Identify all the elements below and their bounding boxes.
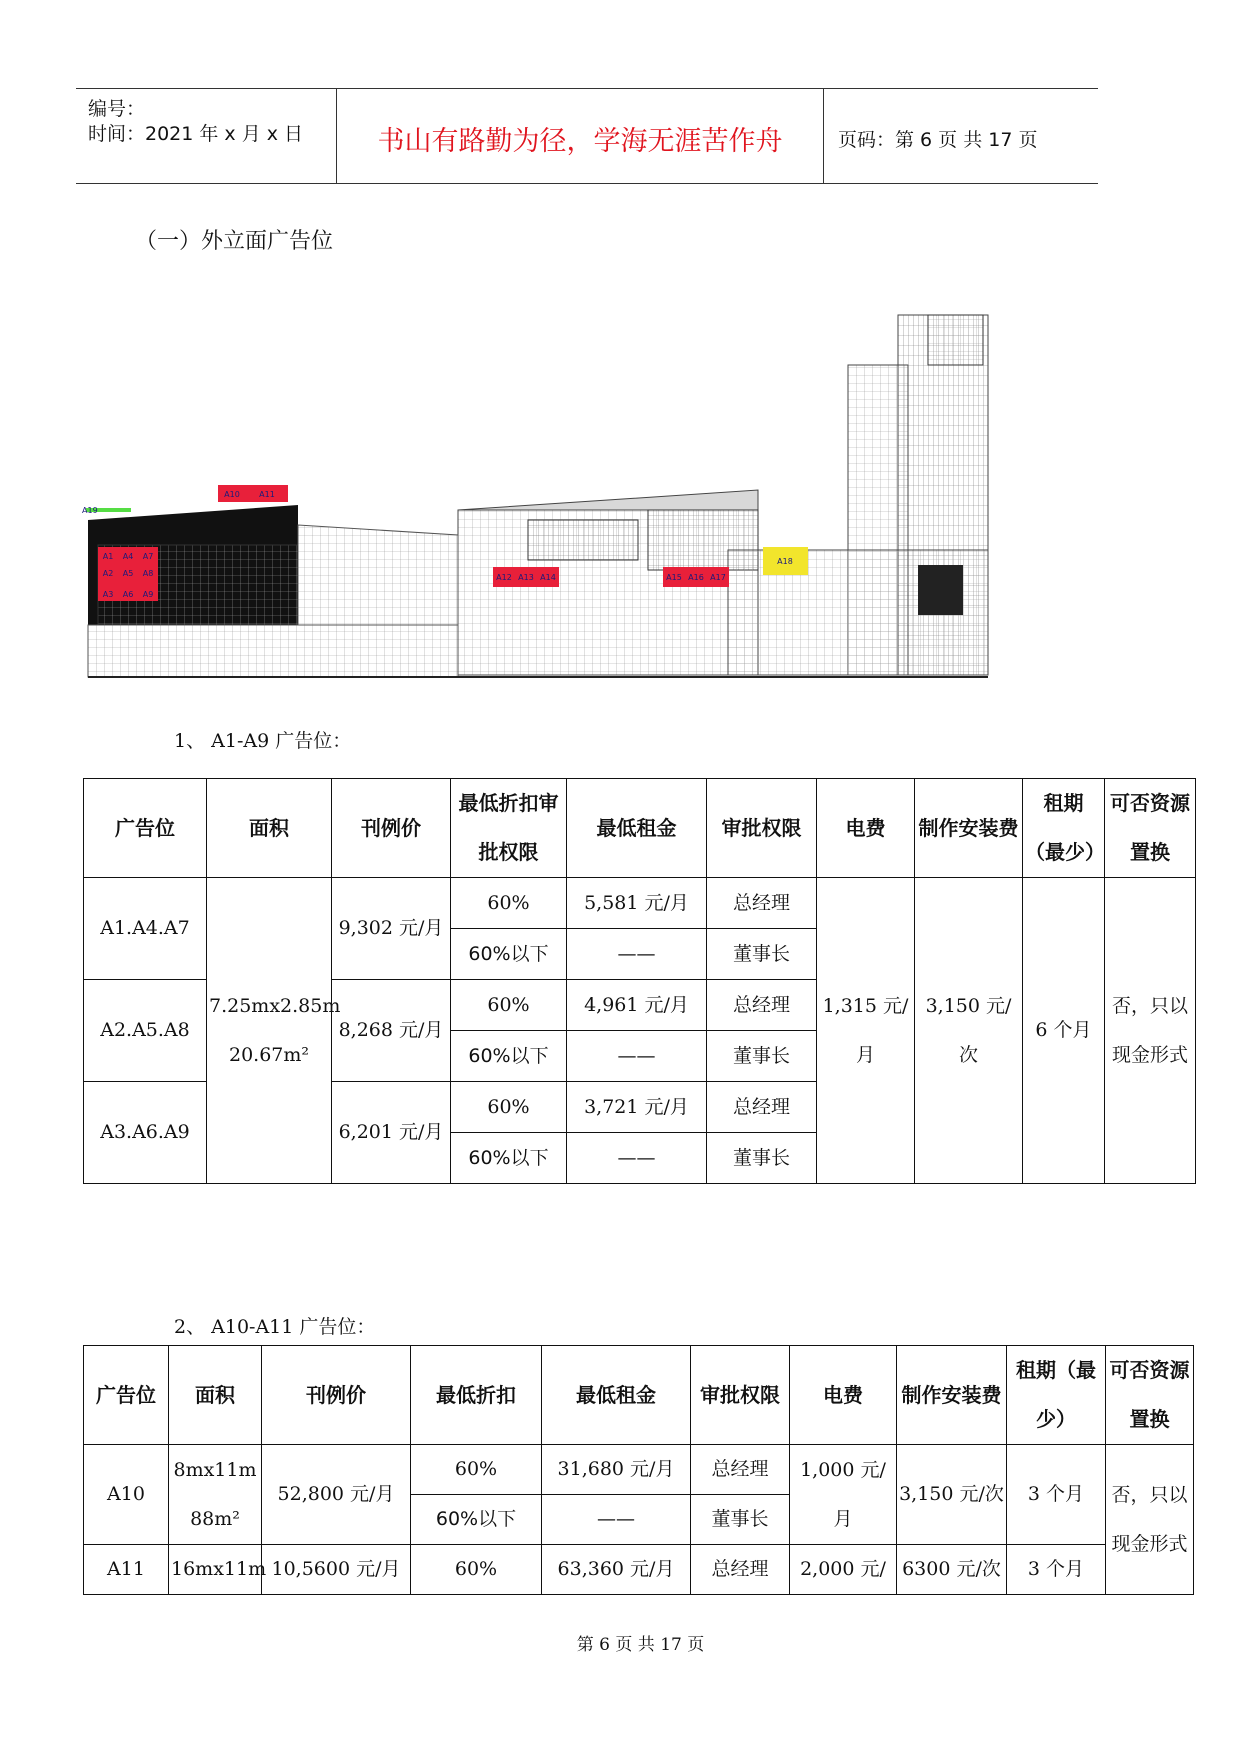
ad-label-a14: A14 <box>540 573 556 582</box>
table1-header: 面积 <box>207 779 332 878</box>
spot-area: 16mx11m <box>169 1545 262 1595</box>
spot-name: A10 <box>84 1445 169 1545</box>
list-price: 6,201 元/月 <box>332 1082 451 1184</box>
area-dimensions: 7.25mx2.85m <box>209 994 341 1017</box>
approval: 总经理 <box>707 878 817 929</box>
min-rent: —— <box>567 1133 707 1184</box>
approval: 董事长 <box>707 1031 817 1082</box>
min-rent: —— <box>542 1495 691 1545</box>
ad-label-a5: A5 <box>122 569 134 578</box>
discount: 60%以下 <box>411 1495 542 1545</box>
table2-header: 广告位 <box>84 1346 169 1445</box>
table-a1-a9 <box>83 778 1196 1184</box>
ad-label-a18: A18 <box>777 557 793 566</box>
electric-fee: 1,315 元/月 <box>817 878 915 1184</box>
electric-fee: 2,000 元/ <box>790 1545 897 1595</box>
header-left-cell <box>76 89 337 183</box>
spot-name: A11 <box>84 1545 169 1595</box>
spot-area <box>169 1445 262 1545</box>
approval: 总经理 <box>707 1082 817 1133</box>
table2-header: 可否资源置换 <box>1106 1346 1194 1445</box>
table2-header: 审批权限 <box>691 1346 790 1445</box>
table2-header: 最低折扣 <box>411 1346 542 1445</box>
approval: 董事长 <box>707 1133 817 1184</box>
section-title: （一）外立面广告位 <box>135 229 334 254</box>
lease-term: 6 个月 <box>1023 878 1105 1184</box>
ad-label-a12: A12 <box>496 573 512 582</box>
ad-label-a15: A15 <box>666 573 682 582</box>
ad-label-a11: A11 <box>259 490 275 499</box>
discount: 60%以下 <box>451 1031 567 1082</box>
min-rent: 63,360 元/月 <box>542 1545 691 1595</box>
ad-label-a16: A16 <box>688 573 704 582</box>
approval: 总经理 <box>691 1445 790 1495</box>
table2-header: 租期（最少） <box>1007 1346 1106 1445</box>
discount: 60%以下 <box>451 929 567 980</box>
min-rent: 4,961 元/月 <box>567 980 707 1031</box>
table2-header: 最低租金 <box>542 1346 691 1445</box>
table1-header: 制作安装费 <box>915 779 1023 878</box>
discount: 60% <box>451 1082 567 1133</box>
min-rent: 3,721 元/月 <box>567 1082 707 1133</box>
discount: 60% <box>451 980 567 1031</box>
table2-header-row <box>84 1346 1194 1445</box>
list-price: 8,268 元/月 <box>332 980 451 1082</box>
install-fee: 6300 元/次 <box>897 1545 1007 1595</box>
table1-header: 审批权限 <box>707 779 817 878</box>
ad-label-a13: A13 <box>518 573 534 582</box>
table-row <box>84 878 1196 929</box>
min-rent: —— <box>567 929 707 980</box>
ad-label-a9: A9 <box>142 590 154 599</box>
approval: 总经理 <box>707 980 817 1031</box>
page-footer: 第 6 页 共 17 页 <box>576 1635 705 1655</box>
table2-header: 电费 <box>790 1346 897 1445</box>
table2-header: 刊例价 <box>262 1346 411 1445</box>
doc-time-label: 时间：2021 年 x 月 x 日 <box>88 123 304 145</box>
lease-term: 3 个月 <box>1007 1445 1106 1545</box>
table1-header: 广告位 <box>84 779 207 878</box>
approval: 董事长 <box>707 929 817 980</box>
table1-header: 最低租金 <box>567 779 707 878</box>
header-motto: 书山有路勤为径，学海无涯苦作舟 <box>377 126 783 157</box>
building-elevation-figure <box>82 295 1063 680</box>
discount: 60%以下 <box>451 1133 567 1184</box>
ad-label-a1: A1 <box>102 552 114 561</box>
ad-label-a19: A19 <box>82 506 98 515</box>
spot-name: A1.A4.A7 <box>84 878 207 980</box>
resource-swap: 否，只以现金形式 <box>1106 1445 1194 1595</box>
table2-header: 制作安装费 <box>897 1346 1007 1445</box>
table1-header: 可否资源置换 <box>1105 779 1196 878</box>
spot-name: A3.A6.A9 <box>84 1082 207 1184</box>
header-page-label: 页码：第 6 页 共 17 页 <box>838 129 1038 151</box>
doc-number-label: 编号： <box>88 98 146 120</box>
ad-label-a17: A17 <box>710 573 726 582</box>
resource-swap: 否，只以现金形式 <box>1105 878 1196 1184</box>
install-fee: 3,150 元/次 <box>915 878 1023 1184</box>
table2-header: 面积 <box>169 1346 262 1445</box>
ad-label-a7: A7 <box>142 552 154 561</box>
table1-header-row <box>84 779 1196 878</box>
install-fee: 3,150 元/次 <box>897 1445 1007 1545</box>
table1-header: 电费 <box>817 779 915 878</box>
page-header <box>76 88 1098 184</box>
ad-label-a4: A4 <box>122 552 134 561</box>
discount: 60% <box>411 1545 542 1595</box>
table2-caption: 2、 A10-A11 广告位： <box>174 1316 376 1338</box>
list-price: 10,5600 元/月 <box>262 1545 411 1595</box>
area-size: 20.67m² <box>228 1043 310 1066</box>
ad-label-a3: A3 <box>102 590 114 599</box>
lease-term: 3 个月 <box>1007 1545 1106 1595</box>
table-row <box>84 1445 1194 1495</box>
spot-name: A2.A5.A8 <box>84 980 207 1082</box>
min-rent: —— <box>567 1031 707 1082</box>
ad-label-a8: A8 <box>142 569 154 578</box>
table1-header: 刊例价 <box>332 779 451 878</box>
table1-header: 租期（最少） <box>1023 779 1105 878</box>
ad-label-a2: A2 <box>102 569 114 578</box>
list-price: 9,302 元/月 <box>332 878 451 980</box>
ad-label-a6: A6 <box>122 590 134 599</box>
table-row <box>84 1545 1194 1595</box>
discount: 60% <box>451 878 567 929</box>
electric-fee: 1,000 元/月 <box>790 1445 897 1545</box>
table-a10-a11 <box>83 1345 1194 1595</box>
area-dimensions: 8mx11m <box>173 1458 257 1481</box>
approval: 董事长 <box>691 1495 790 1545</box>
discount: 60% <box>411 1445 542 1495</box>
header-page-cell <box>824 89 1098 183</box>
spot-area <box>207 878 341 1184</box>
area-size: 88m² <box>190 1507 240 1530</box>
table1-header: 最低折扣审批权限 <box>451 779 567 878</box>
header-motto-cell <box>337 89 824 183</box>
list-price: 52,800 元/月 <box>262 1445 411 1545</box>
table1-caption: 1、 A1-A9 广告位： <box>174 730 352 752</box>
min-rent: 31,680 元/月 <box>542 1445 691 1495</box>
ad-label-a10: A10 <box>224 490 240 499</box>
approval: 总经理 <box>691 1545 790 1595</box>
min-rent: 5,581 元/月 <box>567 878 707 929</box>
